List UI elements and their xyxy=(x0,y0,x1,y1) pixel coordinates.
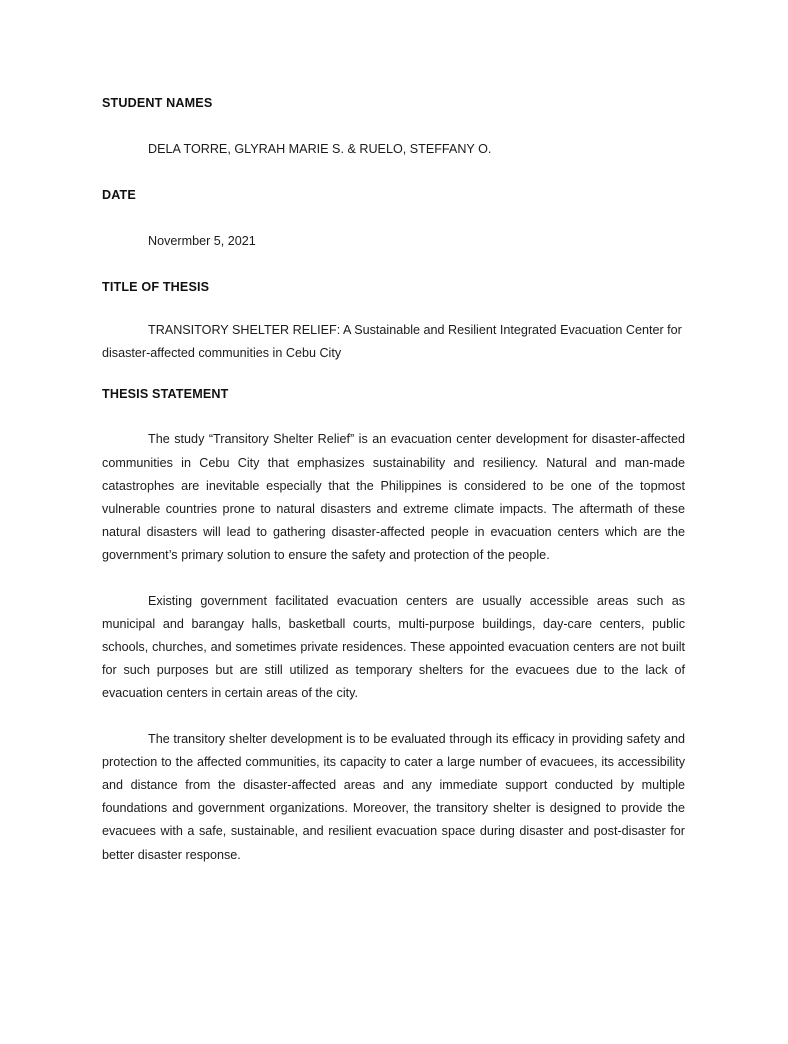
spacer xyxy=(102,295,685,319)
spacer xyxy=(102,111,685,141)
thesis-title-value: TRANSITORY SHELTER RELIEF: A Sustainable and Resilient Integrated Evacuation Center for disaster-affected communities in Cebu City xyxy=(102,323,682,361)
spacer xyxy=(102,249,685,279)
spacer xyxy=(102,365,685,386)
student-names-value: DELA TORRE, GLYRAH MARIE S. & RUELO, STEFFANY O. xyxy=(148,142,492,156)
spacer xyxy=(102,706,685,728)
thesis-statement-paragraph-1: The study “Transitory Shelter Relief” is an evacuation center development for disaster-affected communities in Cebu City that emphasizes sustainability and resiliency. Natural and man-made catastrophes are inevitable especially that the Philippines is considered to be one of the topmost vulnerable countries prone to natural disasters and extreme climate impacts. The aftermath of these natural disasters will lead to gathering disaster-affected people in evacuation centers which are the government’s primary solution to ensure the safety and protection of the people. xyxy=(102,432,685,563)
section-heading-date: DATE xyxy=(102,188,136,202)
spacer xyxy=(102,568,685,590)
section-heading-title-of-thesis: TITLE OF THESIS xyxy=(102,280,210,294)
thesis-statement-paragraph-3: The transitory shelter development is to be evaluated through its efficacy in providing safety and protection to the affected communities, its capacity to cater a large number of evacuees, its accessibility and distance from the disaster-affected areas and any immediate support conducted by multiple foundations and government organizations. Moreover, the transitory shelter is designed to provide the evacuees with a safe, sustainable, and resilient evacuation space during disaster and post-disaster for better disaster response. xyxy=(102,731,685,862)
section-heading-thesis-statement: THESIS STATEMENT xyxy=(102,387,229,402)
date-value: Novermber 5, 2021 xyxy=(148,234,256,248)
spacer xyxy=(102,402,685,428)
section-heading-student-names: STUDENT NAMES xyxy=(102,96,213,110)
document-content xyxy=(102,95,685,867)
thesis-statement-paragraph-2: Existing government facilitated evacuation centers are usually accessible areas such as municipal and barangay halls, basketball courts, multi-purpose buildings, day-care centers, public schools, churches, and sometimes private residences. These appointed evacuation centers are not built for such purposes but are still utilized as temporary shelters for the evacuees due to the lack of evacuation centers in certain areas of the city. xyxy=(102,593,685,701)
spacer xyxy=(102,157,685,187)
spacer xyxy=(102,203,685,233)
